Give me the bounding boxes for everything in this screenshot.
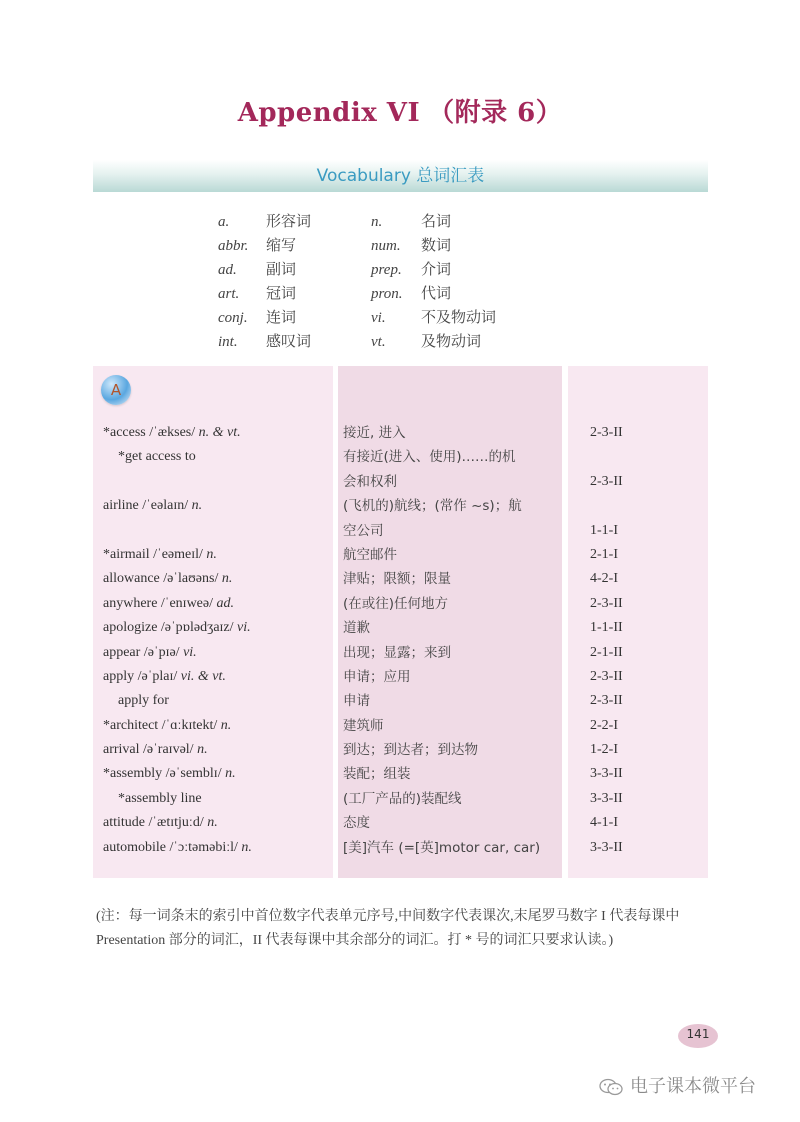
entry-word: [103, 616, 251, 640]
vocab-entry: [0, 714, 800, 738]
entry-pos: n.: [241, 839, 252, 855]
entry-word: [118, 689, 169, 713]
entry-pos: n.: [225, 766, 236, 782]
vocab-entry: [0, 836, 800, 860]
abbr-value: 代词: [421, 286, 452, 302]
abbr-key: num.: [371, 238, 401, 254]
entry-word: [103, 641, 197, 665]
entry-meaning: (飞机的)航线；(常作 ~s)；航: [343, 498, 522, 515]
footnote: (注：每一词条末的索引中首位数字代表单元序号,中间数字代表课次,末尾罗马数字 I 代表每课中 Presentation 部分的词汇，II 代表每课中其余部分的词汇。打 * 号的词汇只要求认读。): [96, 909, 680, 948]
entry-pos: vi.: [183, 644, 197, 660]
entry-pos: n.: [221, 571, 233, 587]
entry-headword: airline /ˈeəlaɪn/: [103, 498, 189, 514]
abbr-key: conj.: [218, 310, 248, 326]
entry-reference: 4-2-I: [590, 571, 618, 587]
entry-headword: arrival /əˈraɪvəl/: [103, 742, 194, 758]
vocab-entry: [0, 519, 800, 543]
entry-word: [103, 738, 208, 762]
entry-meaning: 态度: [343, 815, 370, 832]
abbr-value: 副词: [266, 262, 297, 278]
entry-word: [103, 421, 241, 445]
entry-reference: 1-1-I: [590, 522, 618, 538]
entry-reference: 3-3-II: [590, 839, 623, 855]
abbr-row: [218, 234, 496, 258]
vocab-entry: [0, 811, 800, 835]
vocab-entry: [0, 421, 800, 445]
entry-reference: 2-3-II: [590, 693, 623, 709]
entry-word: [103, 494, 202, 518]
watermark-text: 电子课本微平台: [630, 1076, 756, 1097]
entry-meaning: 到达；到达者；到达物: [343, 742, 478, 759]
entry-headword: *assembly line: [118, 790, 202, 806]
entry-headword: anywhere /ˈenɪweə/: [103, 595, 213, 611]
entry-word: [103, 762, 236, 786]
abbr-key: pron.: [371, 286, 403, 302]
entry-reference: 2-3-II: [590, 595, 623, 611]
abbr-key: art.: [218, 286, 240, 302]
entry-word: [118, 445, 196, 469]
vocab-entry: [0, 787, 800, 811]
entry-reference: 3-3-II: [590, 766, 623, 782]
abbr-key: vi.: [371, 310, 386, 326]
abbr-row: [218, 306, 496, 330]
vocab-entry: [0, 543, 800, 567]
vocab-entry: [0, 445, 800, 469]
entry-meaning: 申请: [343, 693, 370, 710]
entry-meaning: [美]汽车 (=[英]motor car, car): [343, 839, 541, 856]
entry-pos: vi. & vt.: [180, 668, 226, 684]
entry-reference: 1-2-I: [590, 742, 618, 758]
entry-reference: 2-1-II: [590, 644, 623, 660]
vocab-entry: [0, 616, 800, 640]
abbr-key: int.: [218, 334, 238, 350]
abbr-row: [218, 282, 496, 306]
entry-word: [103, 592, 234, 616]
entry-meaning: (在或往)任何地方: [343, 595, 449, 612]
entry-headword: apologize /əˈpɒlədʒaɪz/: [103, 620, 234, 636]
entry-word: [103, 811, 218, 835]
entry-meaning: 申请；应用: [343, 668, 411, 685]
entry-pos: n.: [206, 546, 217, 562]
entry-pos: n.: [191, 498, 203, 514]
abbreviation-legend: [218, 210, 496, 354]
vocab-entry: [0, 665, 800, 689]
abbr-value: 感叹词: [266, 334, 312, 350]
abbr-value: 连词: [266, 310, 297, 326]
abbr-value: 冠词: [266, 286, 297, 302]
page-number: 141: [678, 1024, 718, 1048]
abbr-value: 介词: [421, 262, 452, 278]
abbr-key: prep.: [371, 262, 402, 278]
abbr-row: [218, 330, 496, 354]
entry-pos: n. & vt.: [198, 425, 241, 440]
vocab-entry: [0, 494, 800, 518]
entry-reference: 2-1-I: [590, 546, 618, 562]
entry-pos: ad.: [216, 595, 234, 611]
abbr-value: 及物动词: [421, 334, 482, 350]
entry-pos: n.: [207, 815, 218, 831]
entry-headword: *architect /ˈɑːkɪtekt/: [103, 717, 218, 733]
entry-reference: 2-3-II: [590, 473, 623, 489]
abbr-row: [218, 210, 496, 234]
entry-pos: vi.: [237, 620, 251, 636]
vocab-entry: [0, 470, 800, 494]
entry-reference: 2-2-I: [590, 717, 618, 733]
vocab-entry: [0, 567, 800, 591]
vocab-entry: [0, 689, 800, 713]
entry-headword: *get access to: [118, 449, 196, 465]
abbr-key: abbr.: [218, 238, 249, 254]
entry-word: [103, 714, 231, 738]
entry-reference: 3-3-II: [590, 790, 623, 806]
entry-meaning: 装配；组装: [343, 766, 411, 783]
abbr-value: 名词: [421, 214, 452, 230]
entry-meaning: 会和权利: [343, 473, 397, 490]
entry-meaning: 有接近(进入、使用)……的机: [343, 449, 516, 466]
vocab-entry: [0, 738, 800, 762]
abbr-value: 形容词: [266, 214, 312, 230]
section-banner: Vocabulary 总词汇表: [93, 160, 708, 192]
entry-pos: n.: [197, 742, 208, 758]
entry-meaning: 建筑师: [343, 717, 384, 734]
entry-meaning: 道歉: [343, 620, 370, 637]
entry-word: [103, 567, 232, 591]
watermark: [598, 1072, 756, 1098]
entry-headword: apply for: [118, 693, 169, 709]
entry-headword: automobile /ˈɔːtəməbiːl/: [103, 839, 238, 855]
abbr-key: a.: [218, 214, 230, 230]
abbr-row: [218, 258, 496, 282]
letter-a-badge-icon: A: [101, 375, 131, 405]
entry-reference: 2-3-II: [590, 425, 623, 440]
entry-meaning: 接近, 进入: [343, 425, 406, 441]
entry-headword: *assembly /əˈsemblɪ/: [103, 766, 222, 782]
vocabulary-list: [0, 421, 800, 860]
page-title: [0, 92, 800, 129]
vocab-entry: [0, 592, 800, 616]
title-zh: （附录 6）: [428, 98, 563, 128]
wechat-icon: [598, 1078, 624, 1096]
entry-reference: 4-1-I: [590, 815, 618, 831]
abbr-value: 数词: [421, 238, 452, 254]
entry-meaning: 空公司: [343, 522, 384, 539]
abbr-value: 缩写: [266, 238, 297, 254]
abbr-key: ad.: [218, 262, 237, 278]
entry-word: [103, 836, 252, 860]
entry-reference: 1-1-II: [590, 620, 623, 636]
entry-headword: appear /əˈpɪə/: [103, 644, 180, 660]
entry-pos: n.: [220, 717, 232, 733]
entry-headword: apply /əˈplaɪ/: [103, 668, 178, 684]
vocab-entry: [0, 762, 800, 786]
entry-meaning: 航空邮件: [343, 546, 397, 563]
entry-word: [103, 543, 217, 567]
entry-word: [103, 665, 226, 689]
entry-reference: 2-3-II: [590, 668, 623, 684]
abbr-key: n.: [371, 214, 383, 230]
title-en: Appendix VI: [237, 98, 421, 128]
vocab-entry: [0, 641, 800, 665]
entry-meaning: 出现；显露；来到: [343, 644, 451, 661]
entry-headword: allowance /əˈlaʊəns/: [103, 571, 219, 587]
entry-meaning: (工厂产品的)装配线: [343, 790, 462, 807]
entry-headword: *airmail /ˈeəmeɪl/: [103, 546, 203, 562]
entry-headword: attitude /ˈætɪtjuːd/: [103, 815, 204, 831]
abbr-value: 不及物动词: [421, 310, 497, 326]
abbr-key: vt.: [371, 334, 386, 350]
entry-word: [118, 787, 202, 811]
entry-headword: *access /ˈækses/: [103, 425, 196, 440]
entry-meaning: 津贴；限额；限量: [343, 571, 451, 588]
